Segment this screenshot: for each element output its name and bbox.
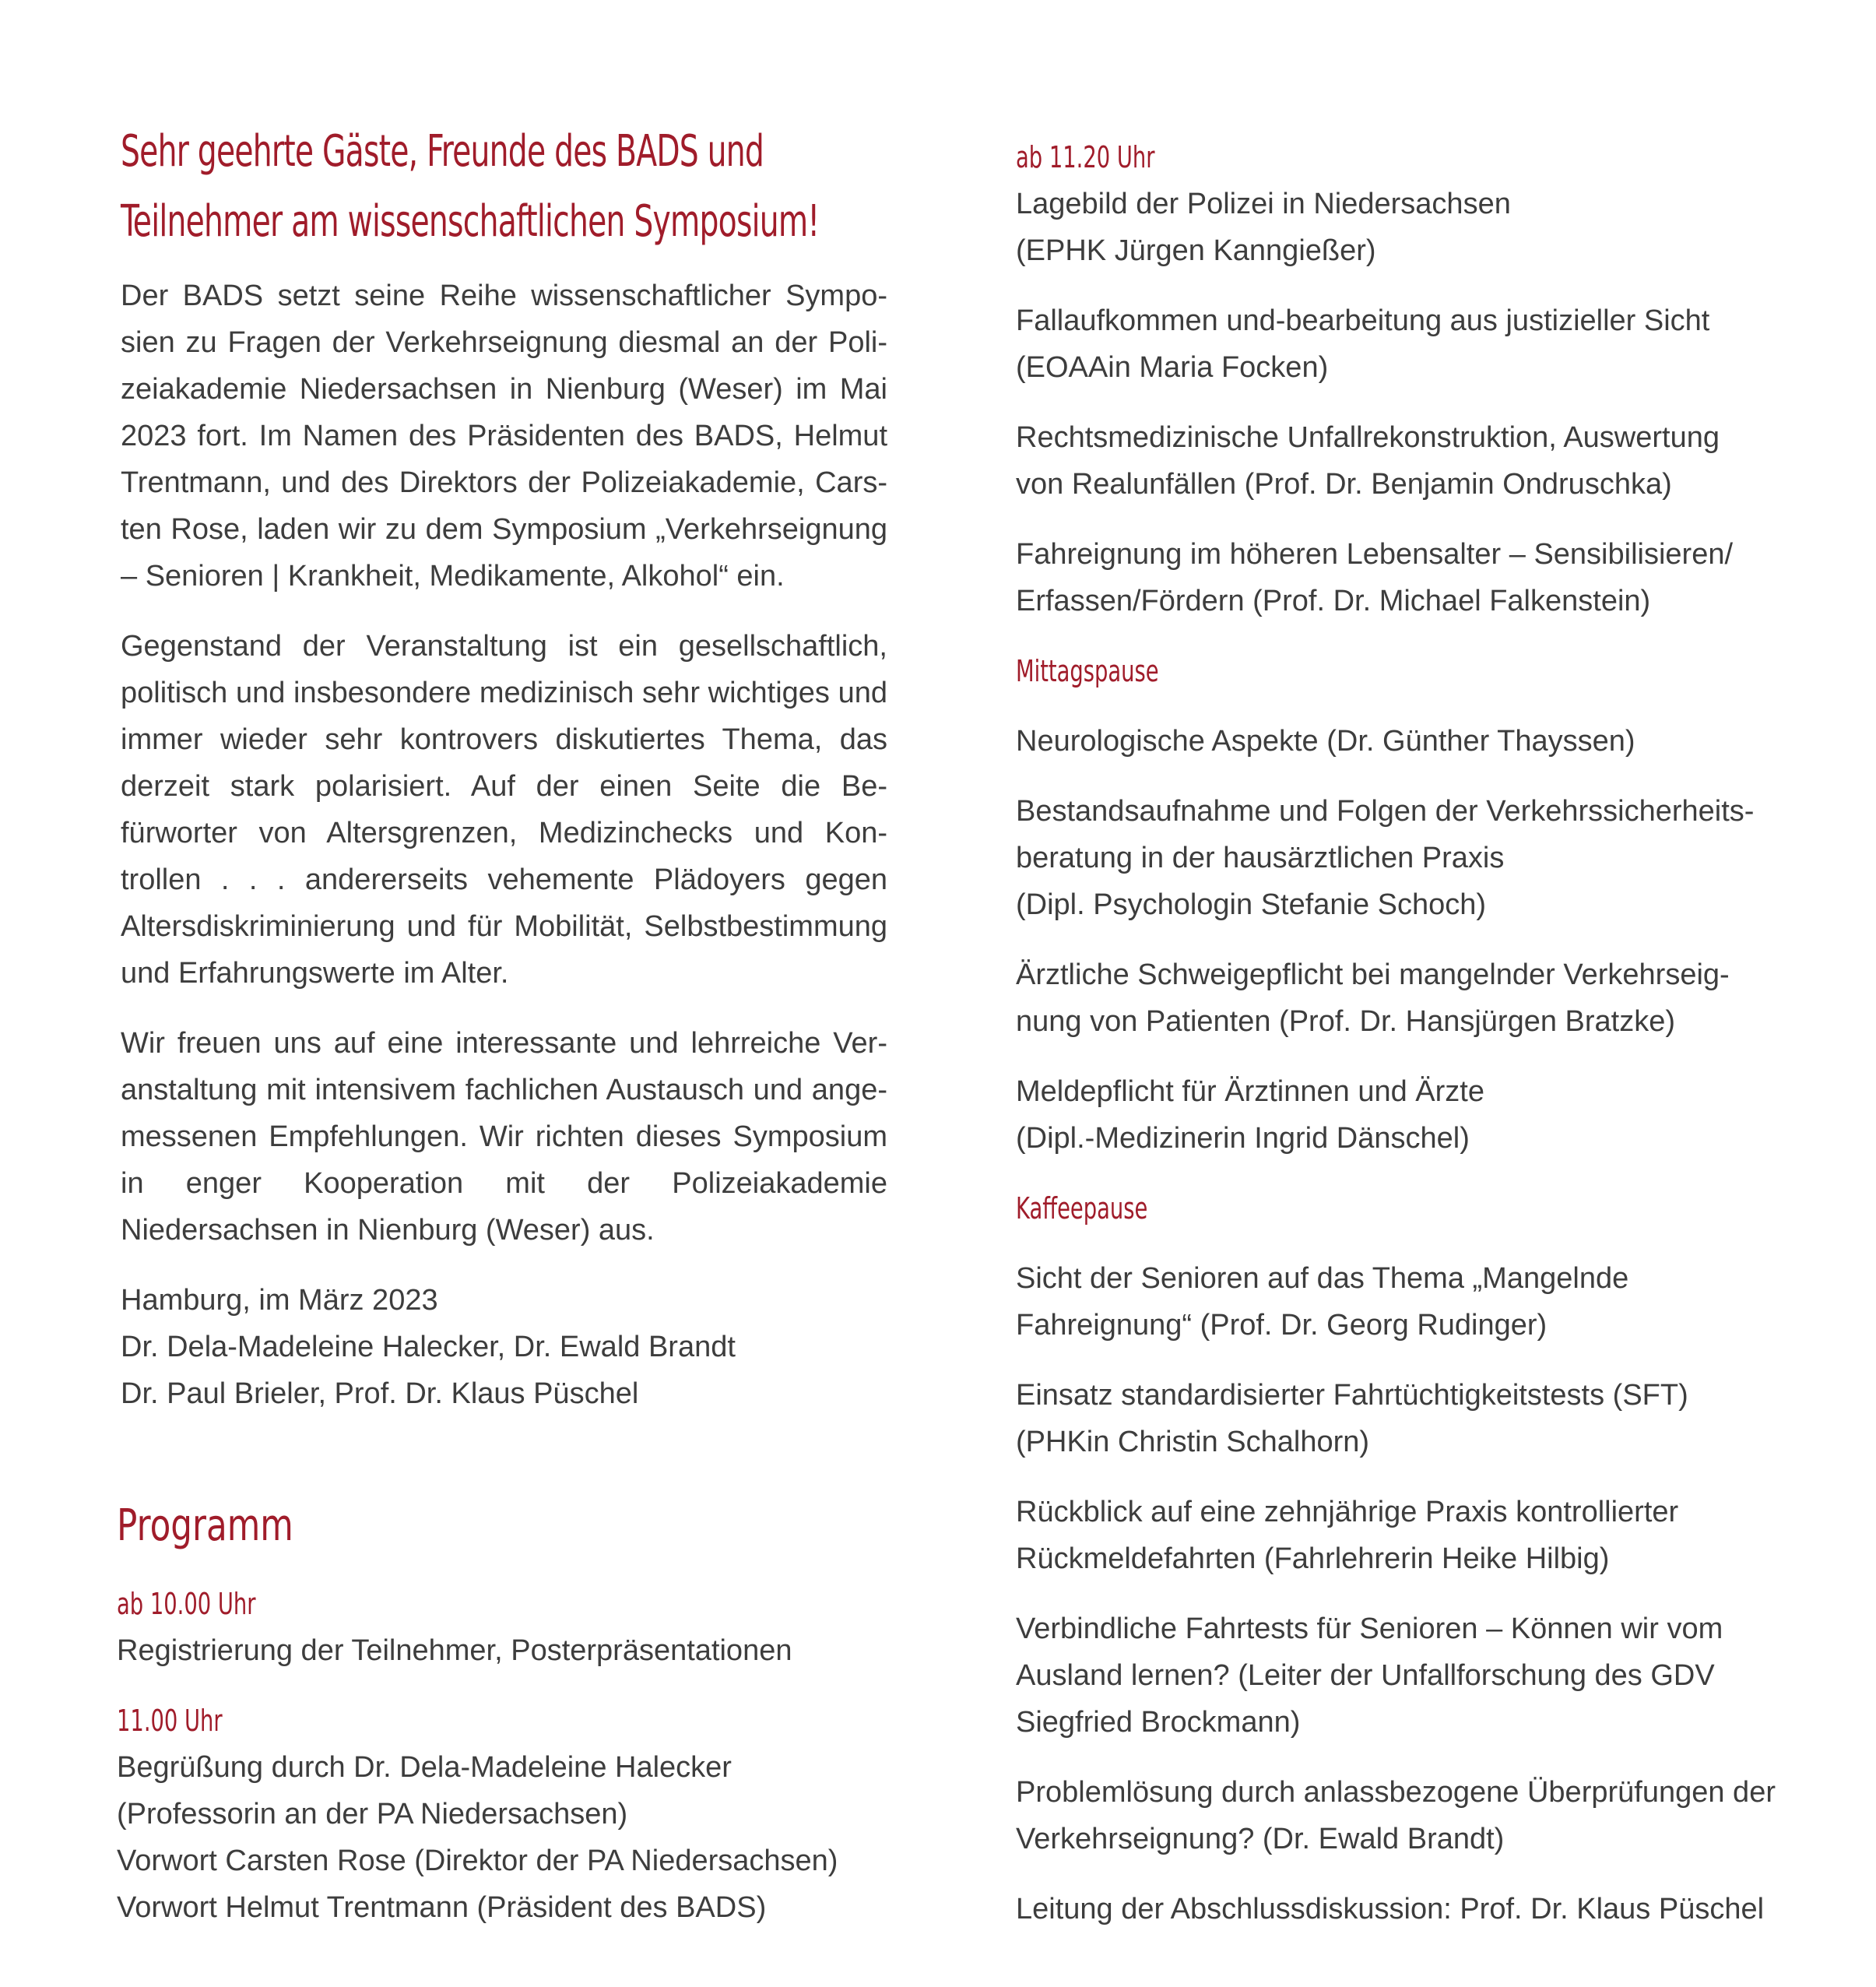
break-label-coffee: Kaffeepause [1016,1191,1148,1226]
talk [1016,1372,1688,1465]
talk [1016,1255,1628,1349]
talk [1016,1605,1723,1746]
talk-line: Siegfried Brockmann) [1016,1706,1301,1739]
talk-line: Erfassen/Fördern (Prof. Dr. Michael Falkenstein) [1016,585,1651,617]
talk-line: Rückmeldefahrten (Fahrlehrerin Heike Hilbig) [1016,1542,1610,1575]
time-label: 11.00 Uhr [117,1704,223,1738]
talk [1016,531,1733,624]
greeting-line-1: Sehr geehrte Gäste, Freunde des BADS und [121,126,764,177]
topic-paragraph: Gegenstand der Veranstaltung ist ein gesellschaftlich, politisch und insbesondere medizinisch sehr wichtiges und immer wieder sehr kontrovers diskutiertes Thema, das derzeit stark polarisiert. Auf der einen Seite die Befürworter von Altersgrenzen, Medizinchecks und Kontrollen . . . andererseits vehemente Plädoyers gegen Altersdiskriminierung und für Mobilität, Selbstbestimmung und Erfahrungswerte im Alter. [121,630,887,990]
talk-line: Ärztliche Schweigepflicht bei mangelnder Verkehrseig- [1016,958,1730,991]
talk-line: Verbindliche Fahrtests für Senioren – Können wir vom [1016,1612,1723,1645]
intro-paragraph: Der BADS setzt seine Reihe wissenschaftlicher Symposien zu Fragen der Verkehrseignung diesmal an der Polizeiakademie Niedersachsen in Nienburg (Weser) im Mai 2023 fort. Im Namen des Präsidenten des BADS, Helmut Trentmann, und des Direktors der Polizeiakademie, Carsten Rose, laden wir zu dem Symposium „Verkehrseignung – Senioren | Krankheit, Medikamente, Alkohol“ ein. [121,280,887,593]
talk-line: Fallaufkommen und-bearbeitung aus justizieller Sicht [1016,304,1710,337]
talk-line: Verkehrseignung? (Dr. Ewald Brandt) [1016,1823,1505,1855]
talk-line: Fahreignung im höheren Lebensalter – Sensibilisieren/ [1016,538,1734,571]
talk-line: (PHKin Christin Schalhorn) [1016,1426,1370,1458]
talk [1016,951,1730,1045]
greeting-heading [121,117,910,257]
talk-line: (Dipl. Psychologin Stefanie Schoch) [1016,888,1487,921]
program-item: Vorwort Helmut Trentmann (Präsident des BADS) [117,1891,767,1924]
talk-line: Rückblick auf eine zehnjährige Praxis kontrollierter [1016,1496,1679,1528]
talk [1016,1068,1484,1162]
talk [1016,1886,1764,1932]
talk-line: Meldepflicht für Ärztinnen und Ärzte [1016,1075,1484,1108]
program-item: Vorwort Carsten Rose (Direktor der PA Niedersachsen) [117,1845,838,1877]
break-label-lunch: Mittagspause [1016,654,1159,688]
talk-line: Lagebild der Polizei in Niedersachsen [1016,188,1511,220]
program-slot-3 [1016,134,1511,274]
talk [1016,788,1754,928]
talk-line: von Realunfällen (Prof. Dr. Benjamin Ondruschka) [1016,468,1672,501]
time-label: ab 10.00 Uhr [117,1587,256,1621]
time-label: ab 11.20 Uhr [1016,140,1155,174]
closing-paragraph: Wir freuen uns auf eine interessante und lehrreiche Veranstaltung mit intensivem fachlichen Austausch und angemessenen Empfehlungen. Wir richten dieses Symposium in enger Kooperation mit der Polizeiakademie Niedersachsen in Nienburg (Weser) aus. [121,1027,887,1247]
talk-line: beratung in der hausärztlichen Praxis [1016,842,1505,874]
signature-block [121,1277,736,1417]
talk-line: (EPHK Jürgen Kanngießer) [1016,234,1376,267]
talk [1016,1489,1678,1582]
talk-line: Bestandsaufnahme und Folgen der Verkehrssicherheits- [1016,795,1755,828]
program-item: Begrüßung durch Dr. Dela-Madeleine Halecker [117,1751,732,1784]
greeting-line-2: Teilnehmer am wissenschaftlichen Symposium! [121,196,820,247]
program-item: (Professorin an der PA Niedersachsen) [117,1798,628,1831]
talk [1016,414,1720,508]
talk-line: Neurologische Aspekte (Dr. Günther Thayssen) [1016,725,1635,758]
talk-line: Problemlösung durch anlassbezogene Überprüfungen der [1016,1776,1776,1809]
talk [1016,297,1709,391]
talk-line: Rechtsmedizinische Unfallrekonstruktion, Auswertung [1016,421,1720,454]
signature-names-1: Dr. Dela-Madeleine Halecker, Dr. Ewald Brandt [121,1331,736,1363]
program-item: Registrierung der Teilnehmer, Posterpräsentationen [117,1634,792,1667]
program-slot-1 [117,1581,792,1674]
talk-line: (Dipl.-Medizinerin Ingrid Dänschel) [1016,1122,1470,1155]
talk [1016,1769,1776,1862]
talk-line: Leitung der Abschlussdiskussion: Prof. Dr. Klaus Püschel [1016,1893,1765,1925]
talk [1016,718,1635,765]
program-slot-2 [117,1697,838,1931]
talk-line: nung von Patienten (Prof. Dr. Hansjürgen Bratzke) [1016,1005,1676,1038]
talk-line: Sicht der Senioren auf das Thema „Mangelnde [1016,1262,1629,1295]
talk-line: Ausland lernen? (Leiter der Unfallforschung des GDV [1016,1659,1715,1692]
talk-line: Einsatz standardisierter Fahrtüchtigkeitstests (SFT) [1016,1379,1688,1412]
talk-line: Fahreignung“ (Prof. Dr. Georg Rudinger) [1016,1309,1548,1342]
signature-place-date: Hamburg, im März 2023 [121,1284,438,1317]
talk-line: (EOAAin Maria Focken) [1016,351,1329,384]
signature-names-2: Dr. Paul Brieler, Prof. Dr. Klaus Püschel [121,1377,639,1410]
programm-heading: Programm [117,1500,293,1551]
